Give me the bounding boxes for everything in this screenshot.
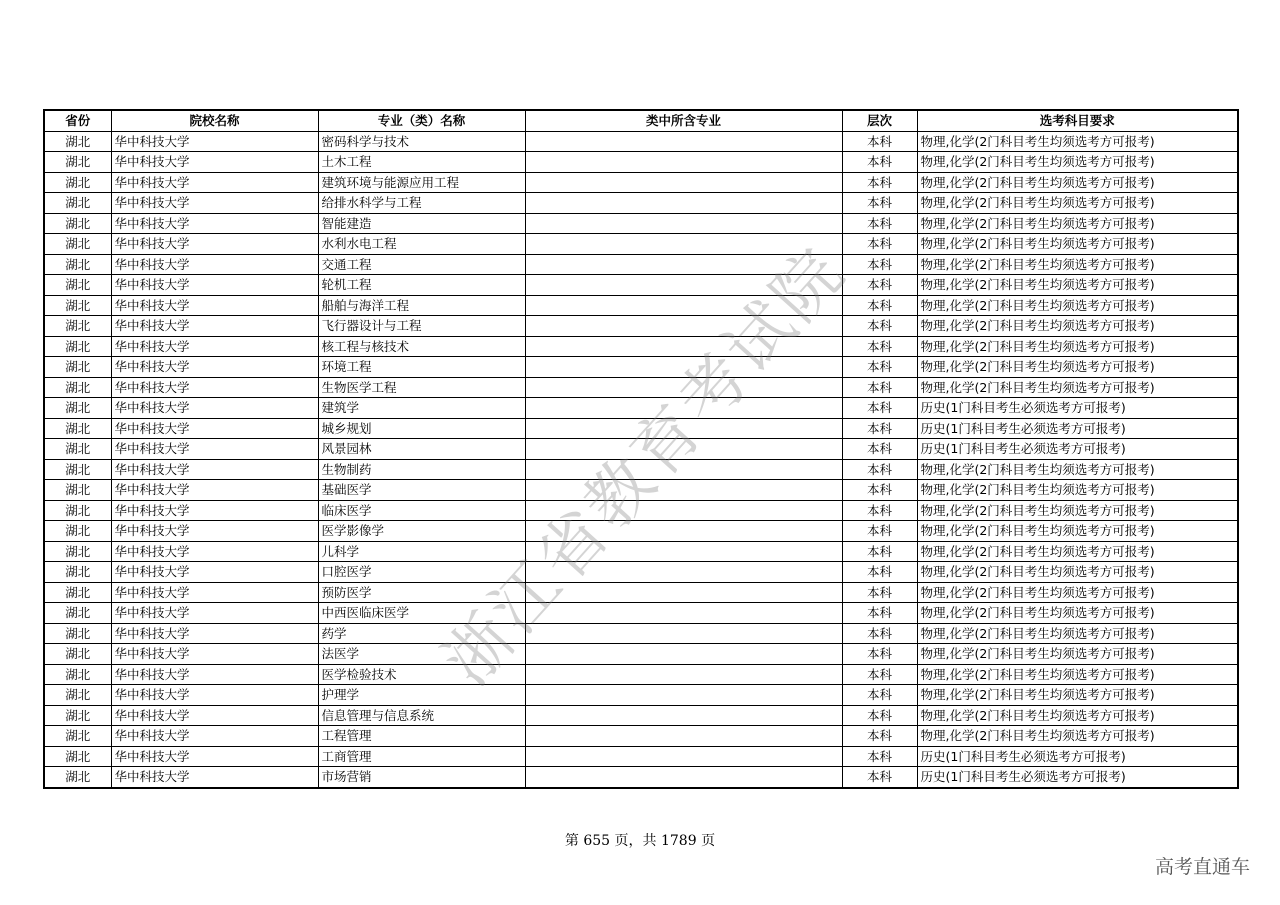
cell-level: 本科 bbox=[842, 582, 917, 603]
cell-level: 本科 bbox=[842, 377, 917, 398]
cell-subject-requirement: 物理,化学(2门科目考生均须选考方可报考) bbox=[917, 500, 1238, 521]
cell-subject-requirement: 历史(1门科目考生必须选考方可报考) bbox=[917, 746, 1238, 767]
cell-level: 本科 bbox=[842, 418, 917, 439]
table-row bbox=[44, 377, 1238, 398]
cell-level: 本科 bbox=[842, 603, 917, 624]
cell-level: 本科 bbox=[842, 726, 917, 747]
cell-province: 湖北 bbox=[44, 459, 111, 480]
cell-province: 湖北 bbox=[44, 336, 111, 357]
cell-province: 湖北 bbox=[44, 705, 111, 726]
table-body bbox=[44, 131, 1238, 788]
cell-included-majors bbox=[525, 357, 842, 378]
cell-province: 湖北 bbox=[44, 316, 111, 337]
cell-included-majors bbox=[525, 562, 842, 583]
header-major-name: 专业（类）名称 bbox=[318, 110, 525, 131]
table-row bbox=[44, 541, 1238, 562]
cell-school-name: 华中科技大学 bbox=[111, 541, 318, 562]
cell-major-name: 建筑学 bbox=[318, 398, 525, 419]
cell-major-name: 医学检验技术 bbox=[318, 664, 525, 685]
cell-included-majors bbox=[525, 336, 842, 357]
cell-major-name: 轮机工程 bbox=[318, 275, 525, 296]
cell-province: 湖北 bbox=[44, 685, 111, 706]
cell-major-name: 密码科学与技术 bbox=[318, 131, 525, 152]
cell-subject-requirement: 物理,化学(2门科目考生均须选考方可报考) bbox=[917, 152, 1238, 173]
cell-subject-requirement: 物理,化学(2门科目考生均须选考方可报考) bbox=[917, 295, 1238, 316]
cell-province: 湖北 bbox=[44, 746, 111, 767]
cell-school-name: 华中科技大学 bbox=[111, 767, 318, 788]
cell-major-name: 生物制药 bbox=[318, 459, 525, 480]
cell-major-name: 土木工程 bbox=[318, 152, 525, 173]
cell-included-majors bbox=[525, 521, 842, 542]
table-row bbox=[44, 418, 1238, 439]
cell-province: 湖北 bbox=[44, 131, 111, 152]
table-row bbox=[44, 644, 1238, 665]
cell-school-name: 华中科技大学 bbox=[111, 664, 318, 685]
cell-included-majors bbox=[525, 172, 842, 193]
table-row bbox=[44, 521, 1238, 542]
cell-level: 本科 bbox=[842, 316, 917, 337]
cell-major-name: 市场营销 bbox=[318, 767, 525, 788]
cell-school-name: 华中科技大学 bbox=[111, 521, 318, 542]
cell-school-name: 华中科技大学 bbox=[111, 275, 318, 296]
cell-included-majors bbox=[525, 664, 842, 685]
cell-subject-requirement: 物理,化学(2门科目考生均须选考方可报考) bbox=[917, 377, 1238, 398]
cell-province: 湖北 bbox=[44, 275, 111, 296]
brand-watermark: 高考直通车 bbox=[1154, 856, 1250, 878]
cell-level: 本科 bbox=[842, 172, 917, 193]
cell-subject-requirement: 物理,化学(2门科目考生均须选考方可报考) bbox=[917, 726, 1238, 747]
cell-school-name: 华中科技大学 bbox=[111, 562, 318, 583]
table-row bbox=[44, 623, 1238, 644]
cell-included-majors bbox=[525, 131, 842, 152]
cell-level: 本科 bbox=[842, 398, 917, 419]
cell-included-majors bbox=[525, 480, 842, 501]
table-row bbox=[44, 726, 1238, 747]
cell-province: 湖北 bbox=[44, 623, 111, 644]
cell-level: 本科 bbox=[842, 193, 917, 214]
cell-school-name: 华中科技大学 bbox=[111, 603, 318, 624]
header-level: 层次 bbox=[842, 110, 917, 131]
cell-major-name: 临床医学 bbox=[318, 500, 525, 521]
cell-included-majors bbox=[525, 767, 842, 788]
cell-major-name: 核工程与核技术 bbox=[318, 336, 525, 357]
major-requirements-table bbox=[43, 109, 1239, 789]
cell-level: 本科 bbox=[842, 459, 917, 480]
header-school-name: 院校名称 bbox=[111, 110, 318, 131]
cell-province: 湖北 bbox=[44, 603, 111, 624]
cell-level: 本科 bbox=[842, 746, 917, 767]
table-row bbox=[44, 603, 1238, 624]
table-header-row bbox=[44, 110, 1238, 131]
cell-subject-requirement: 历史(1门科目考生必须选考方可报考) bbox=[917, 767, 1238, 788]
cell-included-majors bbox=[525, 398, 842, 419]
cell-major-name: 口腔医学 bbox=[318, 562, 525, 583]
cell-included-majors bbox=[525, 152, 842, 173]
cell-school-name: 华中科技大学 bbox=[111, 685, 318, 706]
cell-major-name: 飞行器设计与工程 bbox=[318, 316, 525, 337]
cell-subject-requirement: 物理,化学(2门科目考生均须选考方可报考) bbox=[917, 213, 1238, 234]
table-row bbox=[44, 439, 1238, 460]
cell-province: 湖北 bbox=[44, 418, 111, 439]
cell-major-name: 儿科学 bbox=[318, 541, 525, 562]
cell-included-majors bbox=[525, 685, 842, 706]
cell-level: 本科 bbox=[842, 664, 917, 685]
cell-province: 湖北 bbox=[44, 254, 111, 275]
cell-level: 本科 bbox=[842, 562, 917, 583]
cell-school-name: 华中科技大学 bbox=[111, 336, 318, 357]
watermark: 浙江省教育考试院 bbox=[428, 232, 861, 700]
table-row bbox=[44, 295, 1238, 316]
cell-level: 本科 bbox=[842, 623, 917, 644]
cell-level: 本科 bbox=[842, 480, 917, 501]
cell-province: 湖北 bbox=[44, 295, 111, 316]
cell-included-majors bbox=[525, 439, 842, 460]
cell-subject-requirement: 历史(1门科目考生必须选考方可报考) bbox=[917, 418, 1238, 439]
cell-province: 湖北 bbox=[44, 521, 111, 542]
table-row bbox=[44, 480, 1238, 501]
cell-subject-requirement: 物理,化学(2门科目考生均须选考方可报考) bbox=[917, 357, 1238, 378]
cell-subject-requirement: 物理,化学(2门科目考生均须选考方可报考) bbox=[917, 603, 1238, 624]
cell-included-majors bbox=[525, 726, 842, 747]
cell-province: 湖北 bbox=[44, 480, 111, 501]
cell-subject-requirement: 物理,化学(2门科目考生均须选考方可报考) bbox=[917, 582, 1238, 603]
cell-school-name: 华中科技大学 bbox=[111, 152, 318, 173]
cell-included-majors bbox=[525, 316, 842, 337]
table-row bbox=[44, 316, 1238, 337]
cell-school-name: 华中科技大学 bbox=[111, 500, 318, 521]
cell-school-name: 华中科技大学 bbox=[111, 131, 318, 152]
cell-school-name: 华中科技大学 bbox=[111, 213, 318, 234]
cell-subject-requirement: 物理,化学(2门科目考生均须选考方可报考) bbox=[917, 705, 1238, 726]
cell-included-majors bbox=[525, 623, 842, 644]
cell-subject-requirement: 物理,化学(2门科目考生均须选考方可报考) bbox=[917, 172, 1238, 193]
page-number: 第 655 页，共 1789 页 bbox=[564, 833, 716, 849]
cell-province: 湖北 bbox=[44, 172, 111, 193]
cell-level: 本科 bbox=[842, 275, 917, 296]
cell-included-majors bbox=[525, 500, 842, 521]
cell-school-name: 华中科技大学 bbox=[111, 254, 318, 275]
cell-school-name: 华中科技大学 bbox=[111, 623, 318, 644]
cell-level: 本科 bbox=[842, 131, 917, 152]
table-row bbox=[44, 131, 1238, 152]
cell-subject-requirement: 物理,化学(2门科目考生均须选考方可报考) bbox=[917, 521, 1238, 542]
cell-major-name: 城乡规划 bbox=[318, 418, 525, 439]
cell-province: 湖北 bbox=[44, 664, 111, 685]
cell-included-majors bbox=[525, 193, 842, 214]
cell-province: 湖北 bbox=[44, 234, 111, 255]
cell-province: 湖北 bbox=[44, 562, 111, 583]
cell-major-name: 法医学 bbox=[318, 644, 525, 665]
cell-level: 本科 bbox=[842, 295, 917, 316]
cell-major-name: 建筑环境与能源应用工程 bbox=[318, 172, 525, 193]
cell-level: 本科 bbox=[842, 254, 917, 275]
cell-school-name: 华中科技大学 bbox=[111, 418, 318, 439]
cell-major-name: 环境工程 bbox=[318, 357, 525, 378]
cell-subject-requirement: 物理,化学(2门科目考生均须选考方可报考) bbox=[917, 275, 1238, 296]
cell-school-name: 华中科技大学 bbox=[111, 439, 318, 460]
cell-level: 本科 bbox=[842, 234, 917, 255]
cell-level: 本科 bbox=[842, 685, 917, 706]
cell-major-name: 医学影像学 bbox=[318, 521, 525, 542]
cell-subject-requirement: 物理,化学(2门科目考生均须选考方可报考) bbox=[917, 234, 1238, 255]
cell-school-name: 华中科技大学 bbox=[111, 398, 318, 419]
cell-school-name: 华中科技大学 bbox=[111, 459, 318, 480]
cell-school-name: 华中科技大学 bbox=[111, 193, 318, 214]
cell-province: 湖北 bbox=[44, 213, 111, 234]
table-row bbox=[44, 357, 1238, 378]
cell-school-name: 华中科技大学 bbox=[111, 746, 318, 767]
table-row bbox=[44, 500, 1238, 521]
cell-included-majors bbox=[525, 582, 842, 603]
cell-school-name: 华中科技大学 bbox=[111, 295, 318, 316]
table-row bbox=[44, 152, 1238, 173]
cell-major-name: 智能建造 bbox=[318, 213, 525, 234]
cell-included-majors bbox=[525, 541, 842, 562]
cell-major-name: 风景园林 bbox=[318, 439, 525, 460]
cell-subject-requirement: 物理,化学(2门科目考生均须选考方可报考) bbox=[917, 131, 1238, 152]
cell-school-name: 华中科技大学 bbox=[111, 377, 318, 398]
cell-major-name: 药学 bbox=[318, 623, 525, 644]
header-subject-requirement: 选考科目要求 bbox=[917, 110, 1238, 131]
cell-major-name: 水利水电工程 bbox=[318, 234, 525, 255]
cell-province: 湖北 bbox=[44, 193, 111, 214]
table-row bbox=[44, 582, 1238, 603]
cell-province: 湖北 bbox=[44, 439, 111, 460]
cell-level: 本科 bbox=[842, 152, 917, 173]
cell-province: 湖北 bbox=[44, 500, 111, 521]
cell-level: 本科 bbox=[842, 439, 917, 460]
table-row bbox=[44, 275, 1238, 296]
cell-included-majors bbox=[525, 234, 842, 255]
table-row bbox=[44, 193, 1238, 214]
cell-included-majors bbox=[525, 213, 842, 234]
cell-school-name: 华中科技大学 bbox=[111, 705, 318, 726]
cell-school-name: 华中科技大学 bbox=[111, 357, 318, 378]
cell-included-majors bbox=[525, 746, 842, 767]
cell-subject-requirement: 历史(1门科目考生必须选考方可报考) bbox=[917, 439, 1238, 460]
cell-school-name: 华中科技大学 bbox=[111, 234, 318, 255]
table-row bbox=[44, 172, 1238, 193]
cell-included-majors bbox=[525, 275, 842, 296]
cell-province: 湖北 bbox=[44, 767, 111, 788]
cell-level: 本科 bbox=[842, 357, 917, 378]
cell-subject-requirement: 物理,化学(2门科目考生均须选考方可报考) bbox=[917, 664, 1238, 685]
cell-included-majors bbox=[525, 603, 842, 624]
header-included-majors: 类中所含专业 bbox=[525, 110, 842, 131]
cell-school-name: 华中科技大学 bbox=[111, 644, 318, 665]
cell-major-name: 信息管理与信息系统 bbox=[318, 705, 525, 726]
cell-major-name: 工商管理 bbox=[318, 746, 525, 767]
cell-subject-requirement: 物理,化学(2门科目考生均须选考方可报考) bbox=[917, 480, 1238, 501]
cell-province: 湖北 bbox=[44, 357, 111, 378]
cell-major-name: 交通工程 bbox=[318, 254, 525, 275]
cell-included-majors bbox=[525, 705, 842, 726]
cell-subject-requirement: 历史(1门科目考生必须选考方可报考) bbox=[917, 398, 1238, 419]
cell-province: 湖北 bbox=[44, 582, 111, 603]
header-province: 省份 bbox=[44, 110, 111, 131]
table-row bbox=[44, 746, 1238, 767]
table-row bbox=[44, 767, 1238, 788]
cell-included-majors bbox=[525, 295, 842, 316]
cell-province: 湖北 bbox=[44, 377, 111, 398]
cell-province: 湖北 bbox=[44, 644, 111, 665]
cell-subject-requirement: 物理,化学(2门科目考生均须选考方可报考) bbox=[917, 562, 1238, 583]
table-row bbox=[44, 459, 1238, 480]
cell-school-name: 华中科技大学 bbox=[111, 172, 318, 193]
cell-subject-requirement: 物理,化学(2门科目考生均须选考方可报考) bbox=[917, 644, 1238, 665]
cell-included-majors bbox=[525, 377, 842, 398]
cell-major-name: 预防医学 bbox=[318, 582, 525, 603]
cell-school-name: 华中科技大学 bbox=[111, 726, 318, 747]
cell-school-name: 华中科技大学 bbox=[111, 316, 318, 337]
table-row bbox=[44, 213, 1238, 234]
cell-level: 本科 bbox=[842, 705, 917, 726]
cell-level: 本科 bbox=[842, 336, 917, 357]
table-row bbox=[44, 398, 1238, 419]
cell-included-majors bbox=[525, 459, 842, 480]
table-row bbox=[44, 664, 1238, 685]
table-row bbox=[44, 234, 1238, 255]
cell-subject-requirement: 物理,化学(2门科目考生均须选考方可报考) bbox=[917, 623, 1238, 644]
table-row bbox=[44, 254, 1238, 275]
cell-included-majors bbox=[525, 418, 842, 439]
cell-level: 本科 bbox=[842, 500, 917, 521]
cell-subject-requirement: 物理,化学(2门科目考生均须选考方可报考) bbox=[917, 254, 1238, 275]
cell-level: 本科 bbox=[842, 213, 917, 234]
cell-major-name: 给排水科学与工程 bbox=[318, 193, 525, 214]
cell-province: 湖北 bbox=[44, 726, 111, 747]
cell-subject-requirement: 物理,化学(2门科目考生均须选考方可报考) bbox=[917, 336, 1238, 357]
cell-included-majors bbox=[525, 644, 842, 665]
cell-subject-requirement: 物理,化学(2门科目考生均须选考方可报考) bbox=[917, 541, 1238, 562]
cell-school-name: 华中科技大学 bbox=[111, 480, 318, 501]
cell-subject-requirement: 物理,化学(2门科目考生均须选考方可报考) bbox=[917, 459, 1238, 480]
cell-major-name: 基础医学 bbox=[318, 480, 525, 501]
cell-major-name: 工程管理 bbox=[318, 726, 525, 747]
cell-school-name: 华中科技大学 bbox=[111, 582, 318, 603]
cell-subject-requirement: 物理,化学(2门科目考生均须选考方可报考) bbox=[917, 316, 1238, 337]
cell-subject-requirement: 物理,化学(2门科目考生均须选考方可报考) bbox=[917, 685, 1238, 706]
cell-major-name: 船舶与海洋工程 bbox=[318, 295, 525, 316]
cell-major-name: 中西医临床医学 bbox=[318, 603, 525, 624]
cell-included-majors bbox=[525, 254, 842, 275]
cell-level: 本科 bbox=[842, 767, 917, 788]
table-row bbox=[44, 562, 1238, 583]
cell-province: 湖北 bbox=[44, 398, 111, 419]
cell-subject-requirement: 物理,化学(2门科目考生均须选考方可报考) bbox=[917, 193, 1238, 214]
cell-level: 本科 bbox=[842, 644, 917, 665]
cell-province: 湖北 bbox=[44, 541, 111, 562]
table-row bbox=[44, 705, 1238, 726]
cell-major-name: 护理学 bbox=[318, 685, 525, 706]
table-row bbox=[44, 336, 1238, 357]
cell-level: 本科 bbox=[842, 521, 917, 542]
table-row bbox=[44, 685, 1238, 706]
cell-level: 本科 bbox=[842, 541, 917, 562]
cell-province: 湖北 bbox=[44, 152, 111, 173]
cell-major-name: 生物医学工程 bbox=[318, 377, 525, 398]
